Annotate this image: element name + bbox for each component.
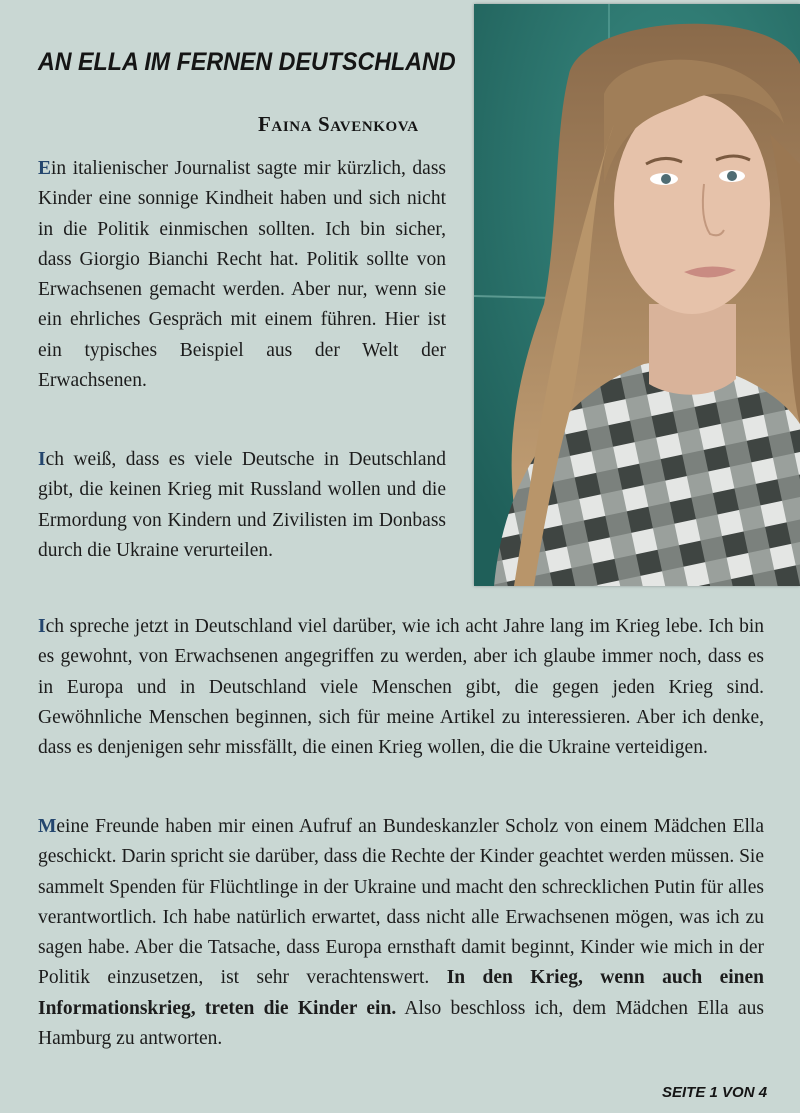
paragraph-tail: Also beschloss ich, dem Mädchen Ella aus Hamburg zu antworten. <box>38 997 764 1050</box>
paragraph-text: eine Freunde haben mir einen Aufruf an Bundeskanzler Scholz von einem Mädchen Ella geschickt. Darin spricht sie darüber, dass die Rechte der Kinder geachtet werden müssen. Sie sammelt Spenden für Flüchtlinge in der Ukraine und macht den schrecklichen Putin für alles verantwortlich. Ich habe natürlich erwartet, dass nicht alle Erwachsenen mögen, was ich zu sagen habe. Aber die Tatsache, dass Europa ernsthaft damit beginnt, Kinder wie mich in der Politik einzusetzen, ist sehr verachtenswert. <box>38 816 764 989</box>
author-name: Faina Savenkova <box>258 112 419 136</box>
article-paragraph <box>38 445 446 566</box>
paragraph-text: ch weiß, dass es viele Deutsche in Deutschland gibt, die keinen Krieg mit Russland wollen und die Ermordung von Kindern und Zivilisten im Donbass durch die Ukraine verurteilen. <box>38 449 446 561</box>
page-indicator: SEITE 1 VON 4 <box>662 1084 768 1101</box>
bold-sentence: In den Krieg, wenn auch einen Informationskrieg, treten die Kinder ein. <box>38 967 764 1019</box>
initial-letter: M <box>38 816 57 837</box>
initial-letter: E <box>38 158 52 179</box>
initial-letter: I <box>38 449 46 470</box>
paragraph-text: in italienischer Journalist sagte mir kürzlich, dass Kinder eine sonnige Kindheit haben und sich nicht in die Politik einmischen sollten. Ich bin sicher, dass Giorgio Bianchi Recht hat. Politik sollte von Erwachsenen gemacht werden. Aber nur, wenn sie ein ehrliches Gespräch mit einem führen. Hier ist ein typisches Beispiel aus der Welt der Erwachsenen. <box>38 158 446 392</box>
article-title: AN ELLA IM FERNEN DEUTSCHLAND <box>38 48 456 76</box>
article-paragraph <box>38 154 446 396</box>
article-paragraph <box>38 612 764 763</box>
paragraph-text: ch spreche jetzt in Deutschland viel darüber, wie ich acht Jahre lang im Krieg lebe. Ich bin es gewohnt, von Erwachsenen angegriffen zu werden, aber ich glaube immer noch, dass es in Europa und in Deutschland viele Menschen gibt, die gegen jeden Krieg sind. Gewöhnliche Menschen beginnen, sich für meine Artikel zu interessieren. Aber ich denke, dass es denjenigen sehr missfällt, die einen Krieg wollen, die die Ukraine verteidigen. <box>38 616 764 759</box>
initial-letter: I <box>38 616 46 637</box>
author-photo <box>474 4 800 586</box>
article-paragraph <box>38 812 764 1054</box>
